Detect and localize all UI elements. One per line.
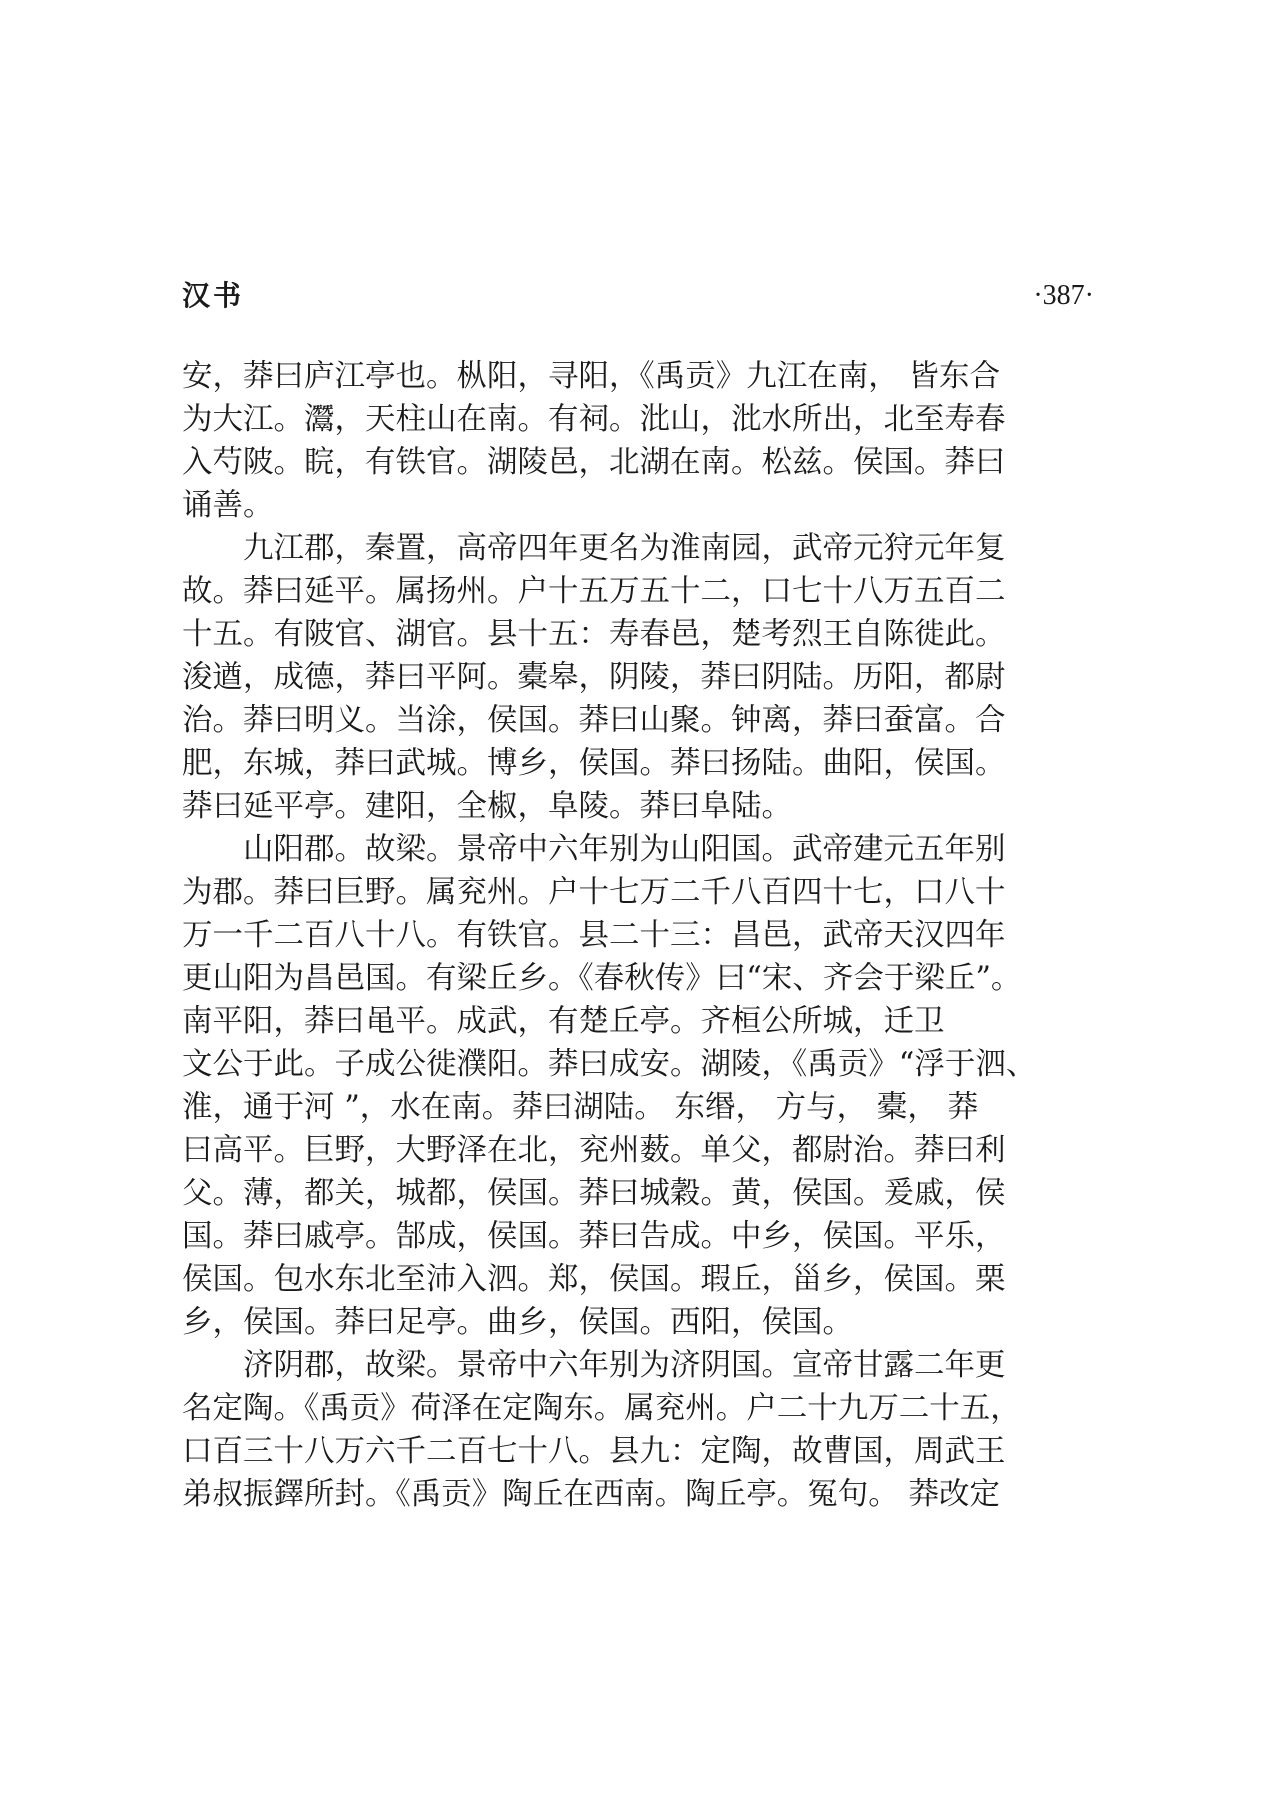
text-line: 文公于此。子成公徙濮阳。莽曰成安。湖陵，《禹贡》“浮于泗、 [182, 1047, 1037, 1082]
text-line: 弟叔振鐸所封。《禹贡》陶丘在西南。陶丘亭。冤句。 莽改定 [182, 1477, 1000, 1512]
text-line: 肥，东城，莽曰武城。博乡，侯国。莽曰扬陆。曲阳，侯国。 [182, 746, 1006, 781]
text-line: 为郡。莽曰巨野。属兖州。户十七万二千八百四十七，口八十 [182, 875, 1006, 910]
body-text [182, 355, 1082, 1516]
text-line: 十五。有陂官、湖官。县十五：寿春邑，楚考烈王自陈徙此。 [182, 617, 1006, 652]
running-head [182, 278, 1094, 318]
text-line: 山阳郡。故梁。景帝中六年别为山阳国。武帝建元五年别 [243, 832, 1006, 867]
text-line: 故。莽曰延平。属扬州。户十五万五十二，口七十八万五百二 [182, 574, 1006, 609]
text-line: 口百三十八万六千二百七十八。县九：定陶，故曹国，周武王 [182, 1434, 1006, 1469]
text-line: 南平阳，莽曰黾平。成武，有楚丘亭。齐桓公所城，迁卫 [182, 1004, 945, 1039]
text-line: 乡，侯国。莽曰足亭。曲乡，侯国。西阳，侯国。 [182, 1305, 853, 1340]
text-line: 诵善。 [182, 488, 274, 523]
text-line: 安，莽曰庐江亭也。枞阳，寻阳，《禹贡》九江在南， 皆东合 [182, 359, 1000, 394]
text-line: 曰高平。巨野，大野泽在北，兖州薮。单父，都尉治。莽曰利 [182, 1133, 1006, 1168]
text-line: 济阴郡，故梁。景帝中六年别为济阴国。宣帝甘露二年更 [243, 1348, 1006, 1383]
text-line: 入芍陂。睆，有铁官。湖陵邑，北湖在南。松兹。侯国。莽曰 [182, 445, 1006, 480]
text-line: 为大江。灊，天柱山在南。有祠。沘山，沘水所出，北至寿春 [182, 402, 1006, 437]
text-line: 淮，通于河 ”，水在南。莽曰湖陆。 东缗， 方与， 橐， 莽 [182, 1090, 979, 1125]
text-line: 父。薄，都关，城都，侯国。莽曰城穀。黄，侯国。爰戚，侯 [182, 1176, 1006, 1211]
text-line: 侯国。包水东北至沛入泗。郑，侯国。瑕丘，甾乡，侯国。栗 [182, 1262, 1006, 1297]
text-line: 九江郡，秦置，高帝四年更名为淮南园，武帝元狩元年复 [243, 531, 1006, 566]
text-line: 名定陶。《禹贡》荷泽在定陶东。属兖州。户二十九万二十五， [182, 1391, 1021, 1426]
text-line: 治。莽曰明义。当涂，侯国。莽曰山聚。钟离，莽曰蚕富。合 [182, 703, 1006, 738]
text-line: 浚遒，成德，莽曰平阿。橐皋，阴陵，莽曰阴陆。历阳，都尉 [182, 660, 1006, 695]
text-line: 更山阳为昌邑国。有梁丘乡。《春秋传》曰“宋、齐会于梁丘”。 [182, 961, 1022, 996]
text-line: 万一千二百八十八。有铁官。县二十三：昌邑，武帝天汉四年 [182, 918, 1006, 953]
page-number: ·387· [1033, 280, 1094, 311]
book-title: 汉书 [182, 279, 245, 312]
text-line: 国。莽曰戚亭。郜成，侯国。莽曰告成。中乡，侯国。平乐， [182, 1219, 1006, 1254]
text-line: 莽曰延平亭。建阳，全椒，阜陵。莽曰阜陆。 [182, 789, 792, 824]
